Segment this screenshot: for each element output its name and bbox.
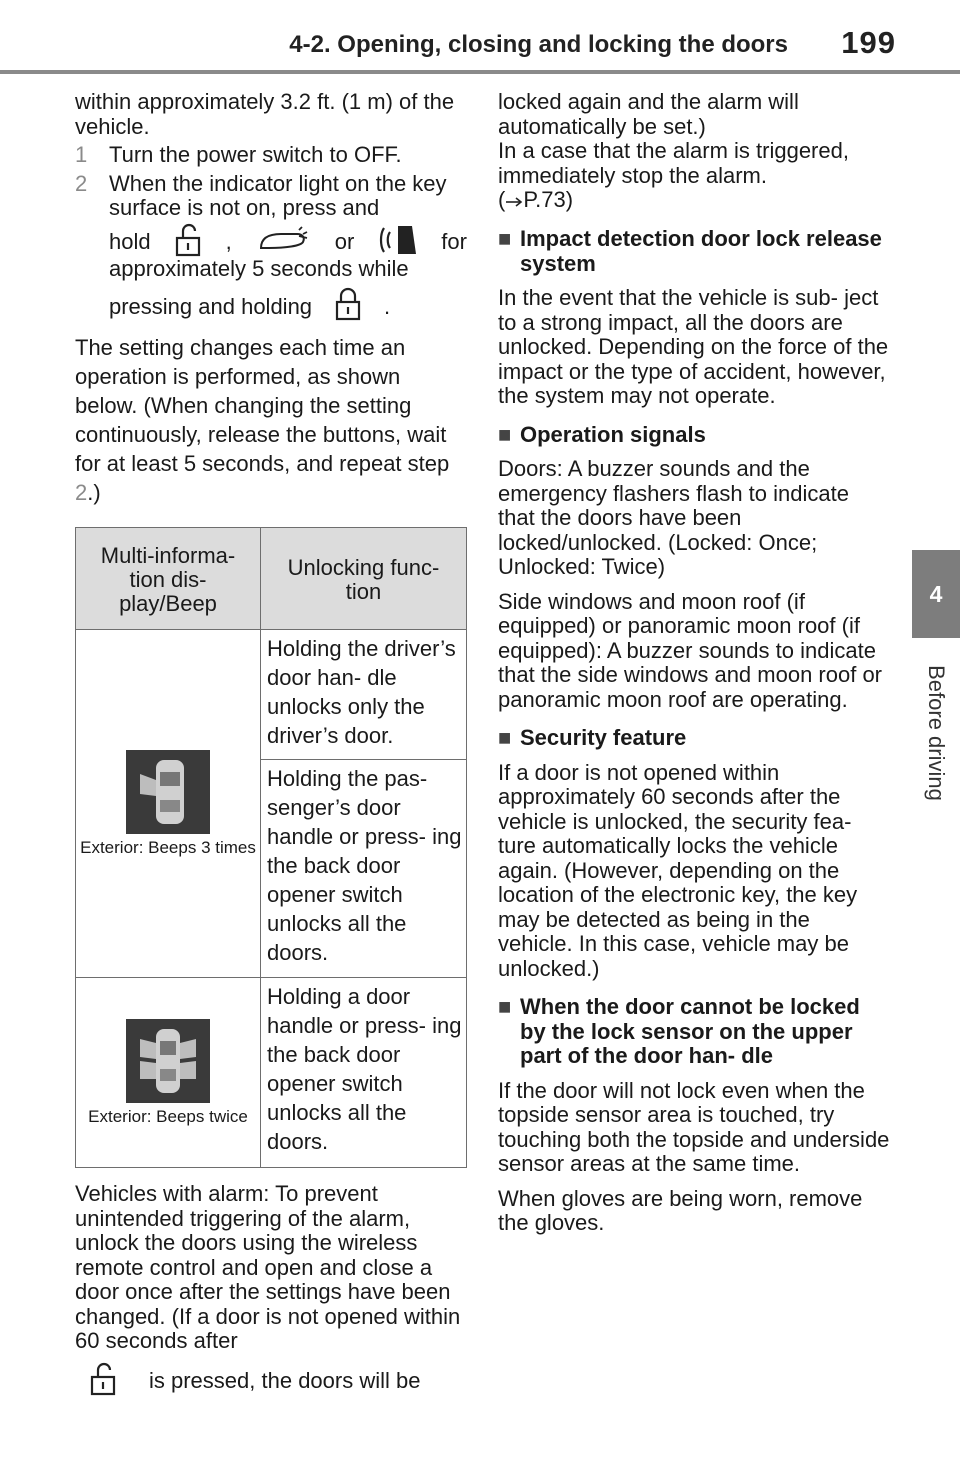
- section-heading: [498, 726, 890, 751]
- chapter-tab: [912, 550, 960, 638]
- step-text: When the indicator light on the key surface is not on, press and: [109, 170, 447, 220]
- alarm-text-cont: is pressed, the doors will be: [149, 1368, 421, 1394]
- header-rule: [0, 70, 960, 74]
- step-text: Turn the power switch to OFF.: [109, 142, 402, 167]
- section-heading-text: Impact detection door lock release system: [520, 226, 882, 276]
- section-paragraph: In the event that the vehicle is sub- ject to a strong impact, all the doors are unlocked. Depending on the force of the impact or the type of accident, however, the system may not operate.: [498, 285, 889, 409]
- section-paragraph: If a door is not opened within approximately 60 seconds after the vehicle is unlocked, the security fea- ture automatically locks the vehicle again. (However, depending on the location of the electronic key, the key may be detected as being in the vehicle. In this case, vehicle may be unlocked.): [498, 759, 858, 981]
- section-heading-text: Security feature: [520, 725, 687, 751]
- step-text: for: [441, 229, 467, 255]
- right-column: [498, 90, 890, 1236]
- setting-text-end: .): [87, 480, 101, 505]
- section-marker: ■: [498, 226, 512, 252]
- section-marker: ■: [498, 994, 512, 1020]
- step-text: hold: [109, 229, 151, 255]
- page-number: 199: [841, 25, 896, 60]
- lock-icon: [334, 286, 362, 328]
- alarm-text-cont2: locked again and the alarm will automatically be set.): [498, 89, 799, 139]
- step-2: [75, 172, 467, 330]
- table-cell-function: Holding the driver’s door han- dle unlocks only the driver’s door.: [261, 630, 467, 760]
- section-heading: [498, 227, 890, 276]
- display-label: Exterior: Beeps 3 times: [80, 837, 256, 857]
- alarm-triggered-text: In a case that the alarm is triggered, immediately stop the alarm.: [498, 138, 849, 188]
- chapter-title: Before driving: [924, 665, 949, 801]
- step-text: ,: [225, 229, 232, 255]
- car-all-doors-open-icon: [126, 1019, 210, 1103]
- left-column: [75, 90, 467, 1404]
- chapter-number: 4: [929, 580, 943, 607]
- table-cell-display: [76, 978, 261, 1168]
- alarm-icon-line: [75, 1360, 467, 1404]
- step-icon-line: [109, 285, 467, 329]
- table-cell-display: [76, 630, 261, 978]
- section-paragraph: Side windows and moon roof (if equipped) or panoramic moon roof (if equipped): A buzzer sounds to indicate that the side windows and moon roof or panoramic moon roof are operating.: [498, 588, 883, 712]
- step-number: 2: [75, 170, 88, 196]
- door-handle-icon: [255, 226, 311, 260]
- car-one-door-open-icon: [126, 750, 210, 834]
- step-number: 1: [75, 142, 88, 167]
- unlock-settings-table: [75, 527, 467, 1168]
- chapter-tab-label: [912, 648, 960, 818]
- section-marker: ■: [498, 421, 512, 447]
- step-text: approximately 5 seconds while: [109, 255, 409, 281]
- section-heading: [498, 995, 890, 1069]
- setting-text-body: The setting changes each time an operation is performed, as shown below. (When changing the setting continuously, release the buttons, wait for at least 5 seconds, and repeat step: [75, 335, 450, 476]
- section-heading: [498, 423, 890, 448]
- section-heading-text: When the door cannot be locked by the lock sensor on the upper part of the door han- dle: [520, 994, 860, 1069]
- section-heading-text: Operation signals: [520, 421, 706, 447]
- table-header-function: Unlocking func- tion: [261, 528, 467, 630]
- intro-text: within approximately 3.2 ft. (1 m) of the vehicle.: [75, 89, 455, 139]
- display-label: Exterior: Beeps twice: [88, 1106, 248, 1126]
- step-text: pressing and holding: [109, 293, 313, 319]
- section-paragraph: If the door will not lock even when the topside sensor area is touched, try touching both the topside and underside sensor areas at the same time.: [498, 1077, 890, 1177]
- step-1: [75, 143, 467, 168]
- table-row: [76, 630, 467, 760]
- table-cell-function: Holding a door handle or press- ing the back door opener switch unlocks all the doors.: [261, 978, 467, 1168]
- setting-text: [75, 333, 467, 507]
- table-cell-function: Holding the pas- senger’s door handle or press- ing the back door opener switch unlocks all the doors.: [261, 760, 467, 978]
- unlock-icon: [89, 1361, 117, 1403]
- alarm-text: Vehicles with alarm: To prevent unintended triggering of the alarm, unlock the doors using the wireless remote control and open and close a door once after the settings have been changed. (If a door is not opened within 60 seconds after: [75, 1181, 461, 1353]
- section-paragraph: When gloves are being worn, remove the gloves.: [498, 1185, 863, 1236]
- step-text: .: [384, 293, 391, 319]
- table-row: [76, 978, 467, 1168]
- step-text: or: [334, 229, 355, 255]
- arrow-right-icon: [505, 189, 523, 214]
- table-header-row: [76, 528, 467, 630]
- section-title: 4-2. Opening, closing and locking the doors: [289, 31, 788, 58]
- setting-step-ref: 2: [75, 480, 88, 505]
- page-ref-line: ( P.73): [498, 187, 574, 212]
- page-ref: P.73: [523, 187, 566, 212]
- page-header: [0, 0, 960, 76]
- section-marker: ■: [498, 725, 512, 751]
- table-header-display: Multi-informa- tion dis- play/Beep: [76, 528, 261, 630]
- section-paragraph: Doors: A buzzer sounds and the emergency flashers flash to indicate that the doors have been locked/unlocked. (Locked: Once; Unlocked: Twice): [498, 456, 849, 580]
